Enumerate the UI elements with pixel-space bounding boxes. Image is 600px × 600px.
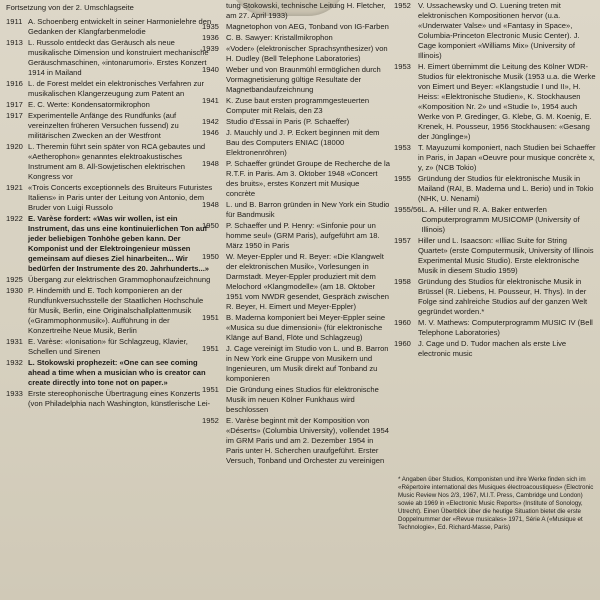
timeline-entry xyxy=(394,143,596,173)
timeline-entry xyxy=(202,252,390,312)
timeline-entry xyxy=(394,62,596,142)
entry-year: 1941 xyxy=(202,96,219,105)
timeline-entry xyxy=(6,358,214,388)
timeline-column-1 xyxy=(6,17,214,410)
timeline-entry xyxy=(202,1,390,21)
timeline-entry xyxy=(202,117,390,127)
timeline-entry xyxy=(202,344,390,384)
entry-text: Studio d'Essai in Paris (P. Schaeffer) xyxy=(226,117,350,126)
entry-text: L. Stokowski prophezeit: «One can see coming ahead a time when a musician who is creator can create directly into tone not on paper.» xyxy=(28,358,206,387)
timeline-entry xyxy=(202,44,390,64)
timeline-entry xyxy=(202,313,390,343)
entry-year: 1951 xyxy=(202,385,219,394)
entry-text: L. und B. Barron gründen in New York ein Studio für Bandmusik xyxy=(226,200,390,219)
entry-year: 1951 xyxy=(202,344,219,353)
entry-text: «Voder» (elektronischer Sprachsynthesizer) von H. Dudley (Bell Telephone Laboratories) xyxy=(226,44,388,63)
entry-year: 1921 xyxy=(6,183,23,192)
footnote: * Angaben über Studios, Komponisten und ihre Werke finden sich im «Répertoire international des Musiques électroacoustiques» (Electronic Music Review Nos 2/3, 1967, M.I.T. Press, Cambridge und London) sowie ab 1969 in «Electronic Music Reports» (Institute of Sonology, Utrecht). Einen Überblick über die heutige Situation bietet die erste Doppelnummer der «Revue musicales» 1971, Série A («Musique et Technologie», Ed. Richard-Masse, Paris) xyxy=(398,476,594,531)
timeline-entry xyxy=(6,17,214,37)
timeline-entry xyxy=(202,65,390,95)
timeline-entry xyxy=(6,389,214,409)
entry-year: 1950 xyxy=(202,221,219,230)
entry-text: V. Ussachewsky und O. Luening treten mit elektronischen Kompositionen hervor (u.a. «Underwater Valse» und «Fantasy in Space», Columbia-Princeton Electronic Music Center). J. Cage komponiert «Williams Mix» (University of Illinois) xyxy=(418,1,580,60)
entry-text: Hiller und L. Isaacson: «Illiac Suite for String Quartet» (erste Computermusik, University of Illinois Experimental Music Studio). Erste elektronische Musik in diesem Studio 1959) xyxy=(418,236,594,275)
entry-text: K. Zuse baut ersten programmgesteuerten Computer mit Relais, den Z3 xyxy=(226,96,370,115)
entry-year: 1940 xyxy=(202,65,219,74)
entry-year: 1932 xyxy=(6,358,23,367)
timeline-entry xyxy=(202,22,390,32)
entry-year: 1942 xyxy=(202,117,219,126)
entry-text: Magnetophon von AEG, Tonband von IG-Farben xyxy=(226,22,389,31)
entry-year: 1925 xyxy=(6,275,23,284)
timeline-entry xyxy=(394,236,596,276)
entry-text: P. Schaeffer gründet Groupe de Recherche de la R.T.F. in Paris. Am 3. Oktober 1948 «Concert des bruits», erstes Konzert mit Musique concrète xyxy=(226,159,390,198)
timeline-entry xyxy=(202,96,390,116)
entry-text: Übergang zur elektrischen Grammophonaufzeichnung xyxy=(28,275,211,284)
timeline-entry xyxy=(394,339,596,359)
timeline-entry xyxy=(202,159,390,199)
entry-text: Die Gründung eines Studios für elektronische Musik im neuen Kölner Funkhaus wird beschlossen xyxy=(226,385,379,414)
entry-text: E. Varèse beginnt mit der Komposition von «Déserts» (Columbia University), vollendet 1954 im GRM Paris und am 2. Dezember 1954 in Paris unter H. Scherchen uraufgeführt. Erster Versuch, Tonband und Orchester zu vereinigen xyxy=(226,416,389,465)
timeline-entry xyxy=(6,214,214,274)
continuation-header: Fortsetzung von der 2. Umschlagseite xyxy=(6,3,134,12)
entry-text: W. Meyer-Eppler und R. Beyer: «Die Klangwelt der elektronischen Musik», Vorlesungen in Darmstadt. Meyer-Eppler produziert mit dem Melochord «Klangmodelle» (am 18. Oktober 1951 vom NWDR gesendet, Gespräch zwischen R. Beyer, H. Eimert und Meyer-Eppler) xyxy=(226,252,389,311)
entry-text: L. de Forest meldet ein elektronisches Verfahren zur musikalischen Klangerzeugung zum Patent an xyxy=(28,79,205,98)
timeline-entry xyxy=(6,111,214,141)
entry-text: J. Mauchly und J. P. Eckert beginnen mit dem Bau des Computers ENIAC (18000 Elektronenröhren) xyxy=(226,128,380,157)
entry-text: P. Schaeffer und P. Henry: «Sinfonie pour un homme seul» (GRM Paris), aufgeführt am 18. März 1950 in Paris xyxy=(226,221,380,250)
entry-text: Weber und von Braunmühl ermöglichen durch Vormagnetisierung gültige Resultate der Magnetbandaufzeichnung xyxy=(226,65,381,94)
entry-year: 1951 xyxy=(202,313,219,322)
entry-text: E. C. Werte: Kondensatormikrophon xyxy=(28,100,150,109)
entry-text: Experimentelle Anfänge des Rundfunks (auf vereinzelten früheren Versuchen fussend) zu militärischen Zwecken an der Westfront xyxy=(28,111,179,140)
entry-year: 1960 xyxy=(394,339,411,348)
timeline-entry xyxy=(6,183,214,213)
entry-year: 1911 xyxy=(6,17,23,26)
entry-year: 1950 xyxy=(202,252,219,261)
timeline-entry xyxy=(202,385,390,415)
entry-year: 1913 xyxy=(6,38,23,47)
timeline-entry xyxy=(6,38,214,78)
entry-year: 1922 xyxy=(6,214,23,223)
timeline-entry xyxy=(202,416,390,466)
entry-year: 1946 xyxy=(202,128,219,137)
entry-text: «Trois Concerts exceptionnels des Bruiteurs Futuristes Italiens» in Paris unter der Leitung von Antonio, dem Bruder von Luigi Russolo xyxy=(28,183,213,212)
entry-year: 1930 xyxy=(6,286,23,295)
entry-text: E. Varèse: «Ionisation» für Schlagzeug, Klavier, Schellen und Sirenen xyxy=(28,337,188,356)
timeline-entry xyxy=(6,337,214,357)
entry-text: T. Mayuzumi komponiert, nach Studien bei Schaeffer in Paris, in Japan «Oeuvre pour musique concrète x, y, z» (NCB Tokio) xyxy=(418,143,596,172)
entry-text: tung Stokowski, technische Leitung H. Fletcher, am 27. April 1933) xyxy=(226,1,386,20)
entry-text: Gründung des Studios für elektronische Musik in Brüssel (R. Liebens, H. Pousseur, H. Thys). In der Folge sind zahlreiche Studios auf der ganzen Welt gegründet worden.* xyxy=(418,277,588,316)
entry-year: 1955/56 xyxy=(394,205,422,214)
timeline-entry xyxy=(394,318,596,338)
entry-year: 1955 xyxy=(394,174,411,183)
entry-year: 1917 xyxy=(6,100,23,109)
timeline-entry xyxy=(202,200,390,220)
entry-year: 1953 xyxy=(394,62,411,71)
timeline-entry xyxy=(6,142,214,182)
entry-text: L. Theremin führt sein später von RCA gebautes und «Aetherophon» genanntes elektroakustisches Instrument am 8. All-Sowjetischen elektrischen Kongress vor xyxy=(28,142,206,181)
entry-year: 1957 xyxy=(394,236,411,245)
entry-year: 1917 xyxy=(6,111,23,120)
timeline-entry xyxy=(394,205,596,235)
timeline-entry xyxy=(6,275,214,285)
timeline-entry xyxy=(202,33,390,43)
entry-year: 1948 xyxy=(202,159,219,168)
timeline-column-2 xyxy=(202,1,390,467)
timeline-entry xyxy=(394,277,596,317)
entry-year: 1935 xyxy=(202,22,219,31)
entry-year: 1948 xyxy=(202,200,219,209)
entry-year: 1936 xyxy=(202,33,219,42)
entry-year: 1931 xyxy=(6,337,23,346)
entry-text: Erste stereophonische Übertragung eines Konzerts (von Philadelphia nach Washington, künstlerische Lei- xyxy=(28,389,211,408)
timeline-entry xyxy=(394,174,596,204)
timeline-entry xyxy=(6,286,214,336)
entry-year xyxy=(202,1,226,21)
entry-text: E. Varèse fordert: «Was wir wollen, ist ein Instrument, das uns eine kontinuierlichen Ton auf jeder beliebigen Tonhöhe geben kann. Der Komponist und der Elektroingenieur müssen gemeinsam auf dieses Ziel hinarbeiten... Wir bedürfen der Instrumente des 20. Jahrhunderts...» xyxy=(28,214,210,273)
entry-year: 1920 xyxy=(6,142,23,151)
entry-text: P. Hindemith und E. Toch komponieren an der Rundfunkversuchsstelle der Staatlichen Hochschule für Musik, Berlin, eine Originalschallplattenmusik («Grammophonmusik»). Aufführung in der Konzertreihe Neue Musik, Berlin xyxy=(28,286,204,335)
entry-text: B. Maderna komponiert bei Meyer-Eppler seine «Musica su due dimensioni» (für elektronische Klänge auf Band, Flöte und Schlagzeug) xyxy=(226,313,386,342)
entry-text: M. V. Mathews: Computerprogramm MUSIC IV (Bell Telephone Laboratories) xyxy=(418,318,593,337)
entry-text: H. Eimert übernimmt die Leitung des Kölner WDR-Studios für elektronische Musik (1953 u.a. die Werke von Eimert und Beyer: «Klangstudie I und II», H. Heiss: «Elektronische Studien», K. Stockhausen «Komposition Nr. 2» und «Studie I», 1954 auch Werke von P. Gredinger, G. Klebe, G. M. Koenig, E. Krenek, H. Pousseur, 1956 Stockhausen: «Gesang der Jünglinge») xyxy=(418,62,596,141)
timeline-entry xyxy=(202,128,390,158)
entry-year: 1952 xyxy=(394,1,411,10)
entry-text: L. Russolo entdeckt das Geräusch als neue musikalische Dimension und konstruiert mechanische Geräuschmaschinen, «intonarumori». Erstes Konzert 1914 in Mailand xyxy=(28,38,209,77)
entry-year: 1939 xyxy=(202,44,219,53)
entry-text: C. B. Sawyer: Kristallmikrophon xyxy=(226,33,333,42)
entry-year: 1953 xyxy=(394,143,411,152)
entry-year: 1933 xyxy=(6,389,23,398)
entry-year: 1960 xyxy=(394,318,411,327)
entry-year: 1916 xyxy=(6,79,23,88)
entry-text: J. Cage und D. Tudor machen als erste Live electronic music xyxy=(418,339,567,358)
timeline-entry xyxy=(394,1,596,61)
timeline-entry xyxy=(202,221,390,251)
entry-text: A. Schoenberg entwickelt in seiner Harmonielehre den Gedanken der Klangfarbenmelodie xyxy=(28,17,212,36)
timeline-column-3 xyxy=(394,1,596,360)
entry-year: 1952 xyxy=(202,416,219,425)
timeline-entry xyxy=(6,100,214,110)
entry-text: J. Cage vereinigt im Studio von L. und B. Barron in New York eine Gruppe von Musikern und Ingenieuren, um Musik direkt auf Tonband zu komponieren xyxy=(226,344,389,383)
entry-year: 1958 xyxy=(394,277,411,286)
entry-text: L. A. Hiller und R. A. Baker entwerfen Computerprogramm MUSICOMP (University of Illinois) xyxy=(421,205,580,234)
timeline-entry xyxy=(6,79,214,99)
entry-text: Gründung der Studios für elektronische Musik in Mailand (RAI, B. Maderna und L. Berio) und in Tokio (NHK, U. Nenami) xyxy=(418,174,594,203)
